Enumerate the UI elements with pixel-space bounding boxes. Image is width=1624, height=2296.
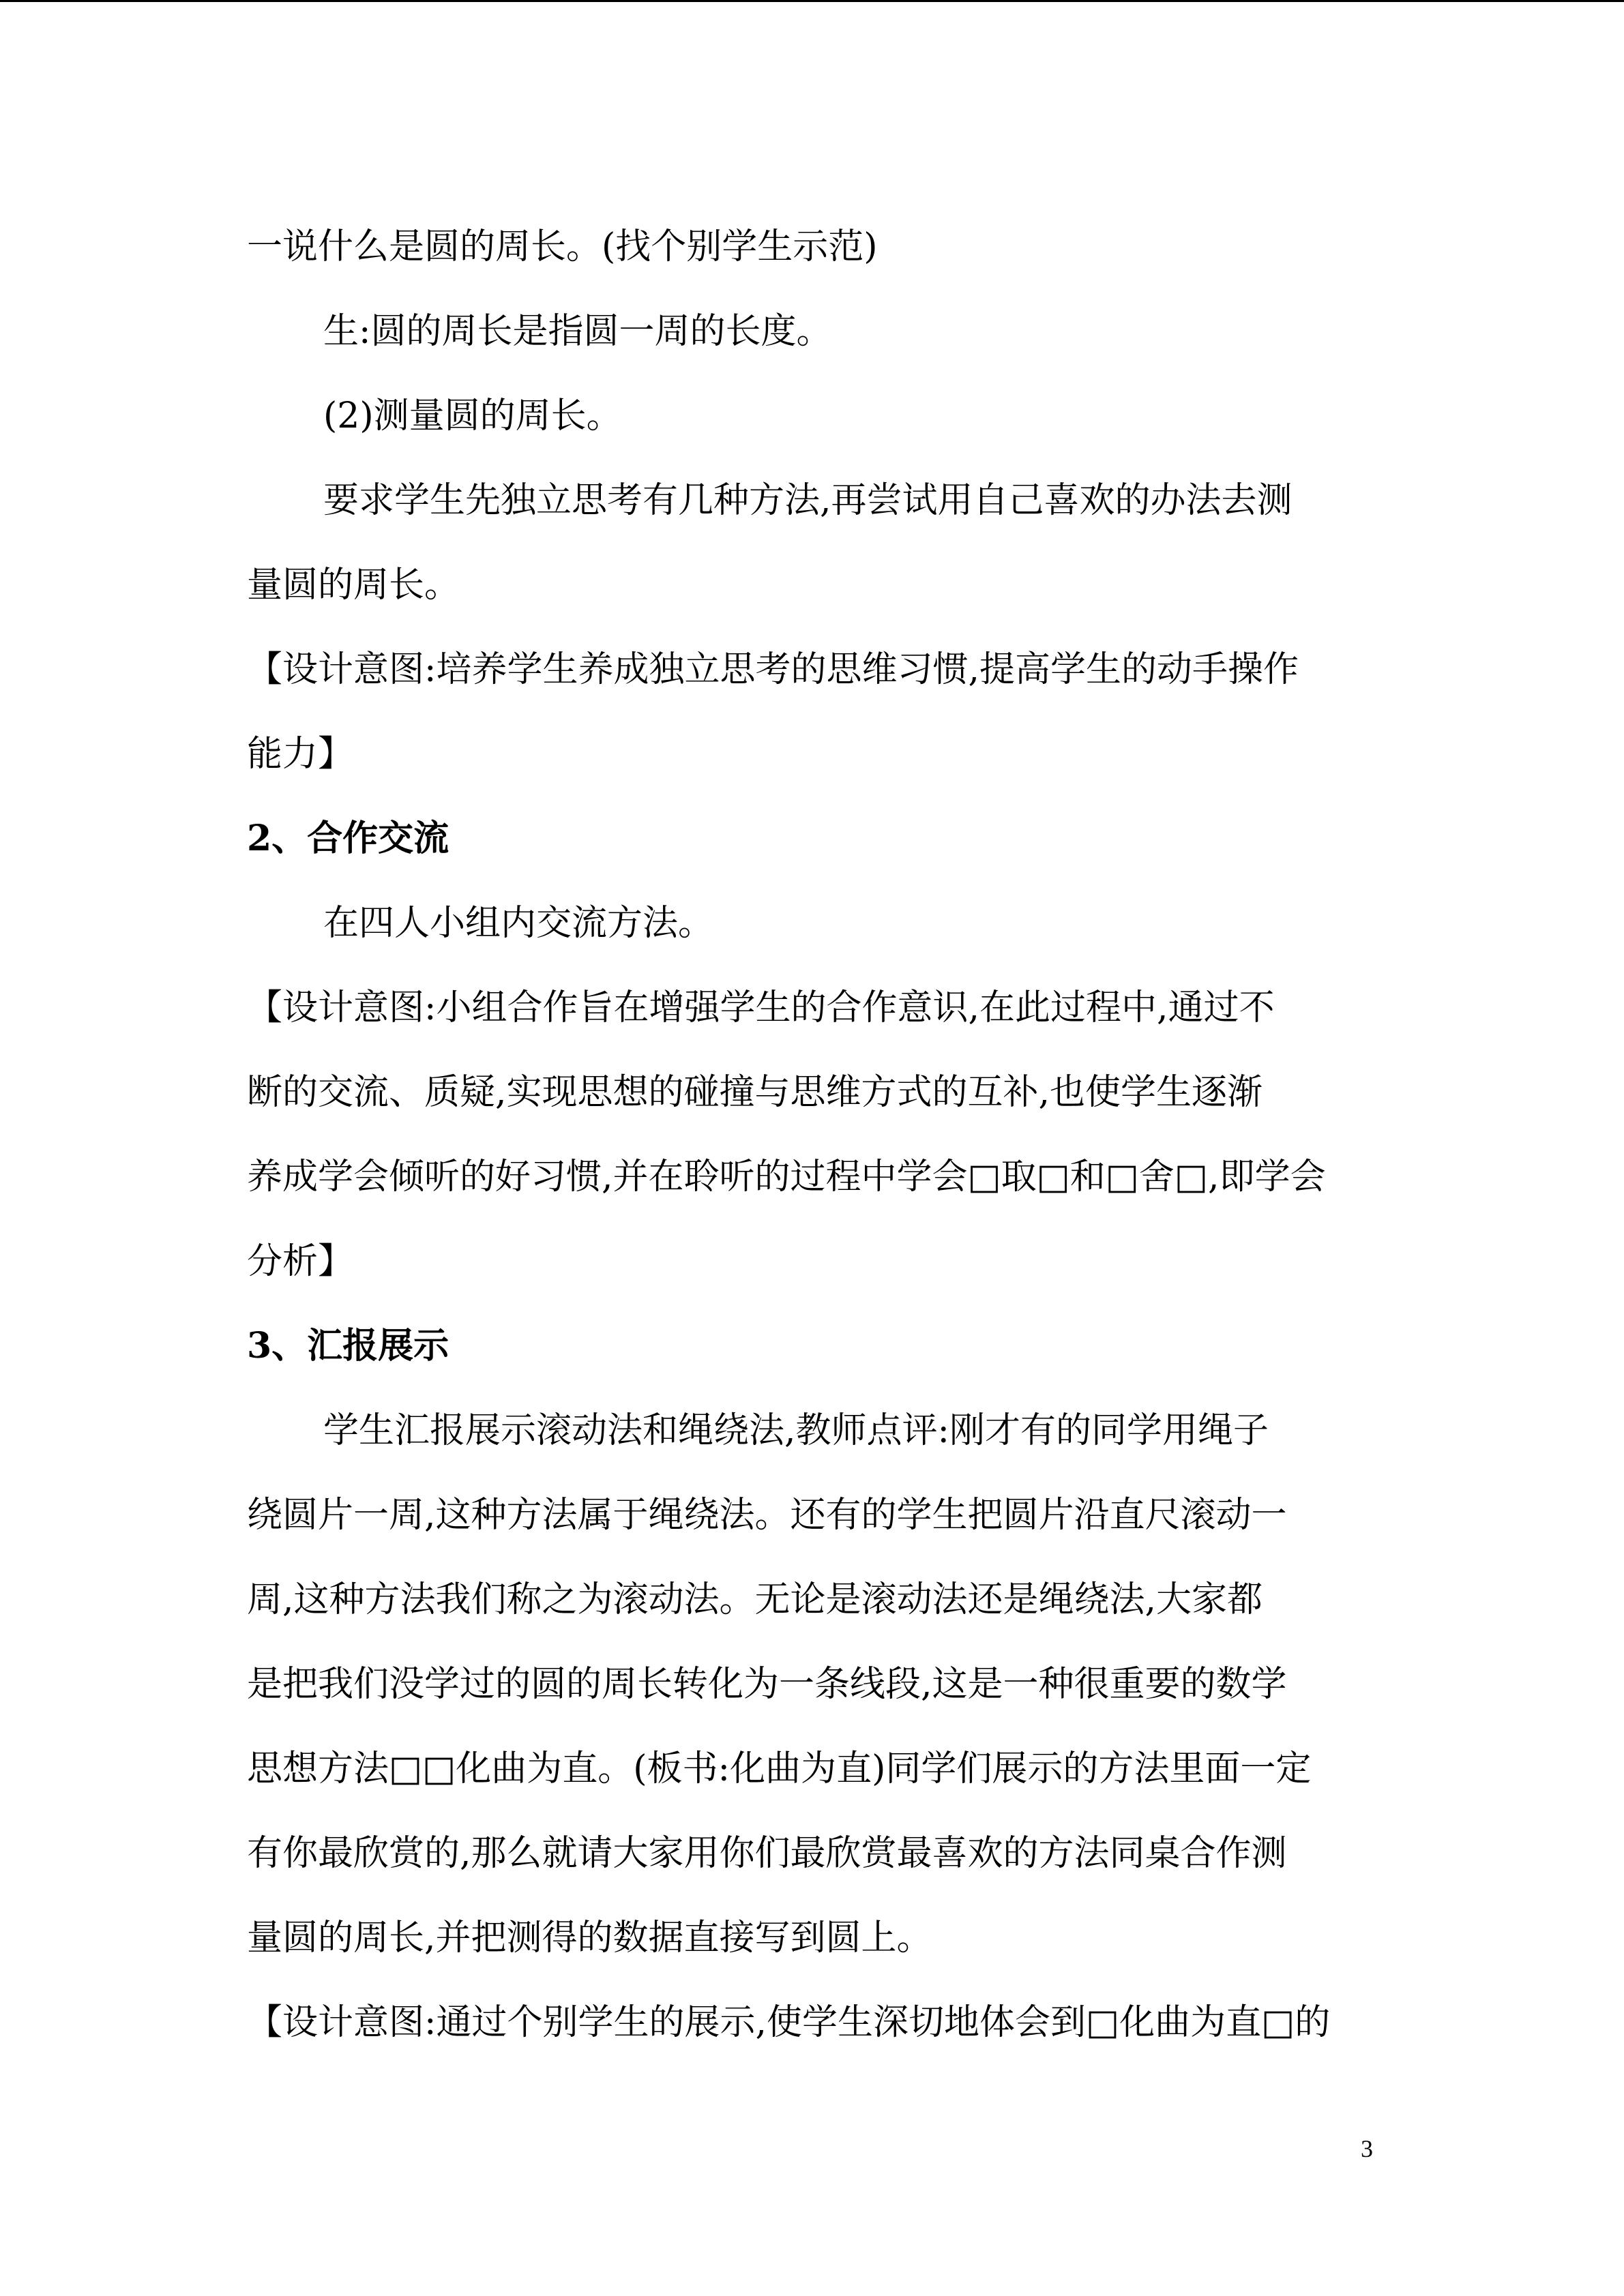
section-heading: 3、汇报展示: [247, 1325, 449, 1367]
design-intent-line: 【设计意图:通过个别学生的展示,使学生深切地体会到□化曲为直□的: [247, 2002, 1331, 2043]
text-line: (2)测量圆的周长。: [323, 396, 622, 436]
design-intent-line: 【设计意图:小组合作旨在增强学生的合作意识,在此过程中,通过不: [247, 987, 1275, 1028]
design-intent-line: 养成学会倾听的好习惯,并在聆听的过程中学会□取□和□舍□,即学会: [247, 1157, 1326, 1197]
design-intent-line: 断的交流、质疑,实现思想的碰撞与思维方式的互补,也使学生逐渐: [247, 1072, 1263, 1113]
section-heading: 2、合作交流: [247, 818, 449, 859]
design-intent-line: 分析】: [247, 1241, 354, 1282]
text-line: 绕圆片一周,这种方法属于绳绕法。还有的学生把圆片沿直尺滚动一: [247, 1495, 1287, 1536]
text-line: 是把我们没学过的圆的周长转化为一条线段,这是一种很重要的数学: [247, 1664, 1287, 1705]
text-line: 思想方法□□化曲为直。(板书:化曲为直)同学们展示的方法里面一定: [247, 1748, 1312, 1789]
text-line: 生:圆的周长是指圆一周的长度。: [323, 311, 832, 352]
design-intent-line: 能力】: [247, 734, 354, 775]
text-line: 有你最欣赏的,那么就请大家用你们最欣赏最喜欢的方法同桌合作测: [247, 1833, 1287, 1874]
design-intent-line: 【设计意图:培养学生养成独立思考的思维习惯,提高学生的动手操作: [247, 649, 1299, 690]
document-body: [247, 205, 1379, 2065]
text-line: 学生汇报展示滚动法和绳绕法,教师点评:刚才有的同学用绳子: [323, 1410, 1269, 1451]
page-number: 3: [1361, 2135, 1373, 2162]
text-line: 要求学生先独立思考有几种方法,再尝试用自己喜欢的办法去测: [323, 480, 1293, 521]
text-line: 周,这种方法我们称之为滚动法。无论是滚动法还是绳绕法,大家都: [247, 1579, 1263, 1620]
text-line: 量圆的周长,并把测得的数据直接写到圆上。: [247, 1918, 932, 1958]
text-line: 一说什么是圆的周长。(找个别学生示范): [247, 226, 878, 267]
text-line: 量圆的周长。: [247, 565, 460, 606]
text-line: 在四人小组内交流方法。: [323, 903, 714, 944]
top-border-line: [0, 0, 1624, 2]
